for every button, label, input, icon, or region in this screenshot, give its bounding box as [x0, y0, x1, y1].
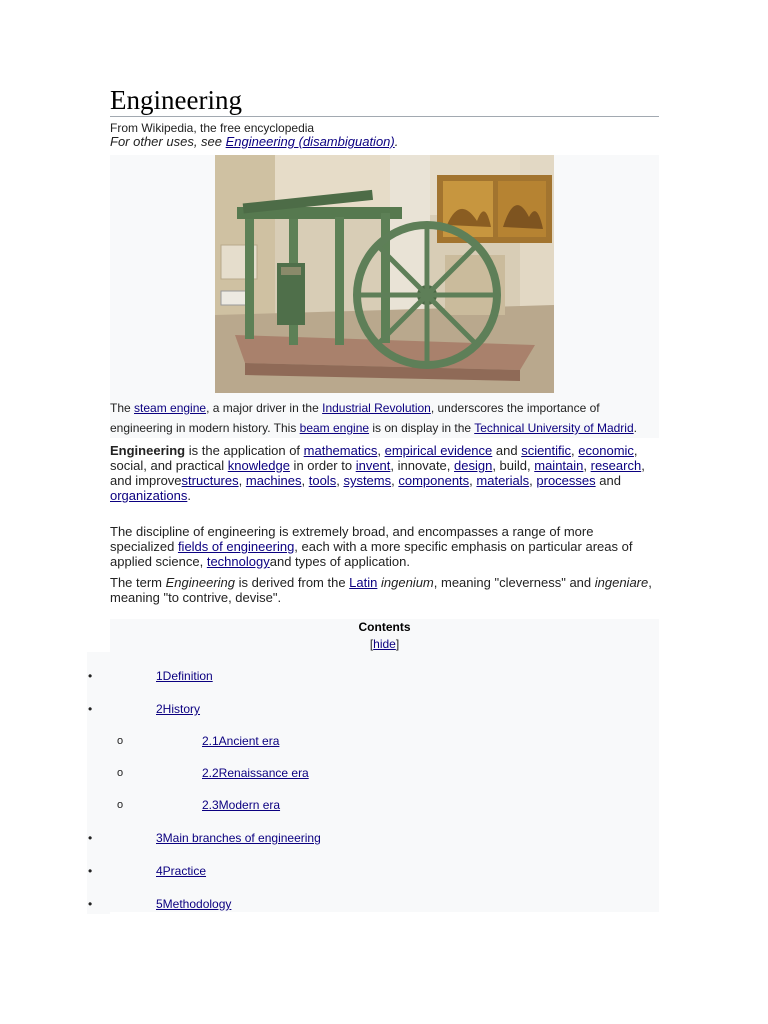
- research-link[interactable]: research: [590, 458, 642, 473]
- toc-title: Contents: [358, 620, 411, 634]
- disambiguation-link[interactable]: Engineering (disambiguation): [225, 134, 395, 149]
- caption-text: is on display in the: [369, 421, 475, 435]
- discipline-paragraph: [110, 524, 659, 569]
- article-figure: [110, 155, 659, 438]
- technical-university-madrid-link[interactable]: Technical University of Madrid: [474, 421, 634, 435]
- fields-of-engineering-link[interactable]: fields of engineering: [177, 539, 295, 554]
- italic-term: ingenium: [381, 575, 434, 590]
- toc-toggle: [110, 637, 659, 651]
- machines-link[interactable]: machines: [245, 473, 302, 488]
- technology-link[interactable]: technology: [206, 554, 270, 569]
- text: ,: [583, 458, 591, 473]
- etymology-paragraph: [110, 575, 659, 605]
- toc-bullet: •: [88, 669, 93, 683]
- toc-item-history[interactable]: 2History: [156, 702, 201, 716]
- site-tagline: From Wikipedia, the free encyclopedia: [110, 121, 315, 135]
- toc-sub-bullet: o: [117, 735, 124, 747]
- text: is the application of: [185, 443, 304, 458]
- steam-engine-image: [215, 155, 554, 393]
- text: .: [187, 488, 191, 503]
- text: , innovate,: [390, 458, 455, 473]
- italic-term: ingeniare: [594, 575, 649, 590]
- hatnote-text: For other uses, see: [110, 134, 226, 149]
- latin-link[interactable]: Latin: [349, 575, 378, 590]
- invent-link[interactable]: invent: [355, 458, 391, 473]
- text: , social, and practical: [110, 443, 638, 473]
- toc-sub-bullet: o: [117, 799, 124, 811]
- text: ,: [377, 443, 385, 458]
- text: and: [595, 473, 621, 488]
- hatnote: [110, 134, 398, 150]
- toc-sub-bullet: o: [117, 767, 124, 779]
- systems-link[interactable]: systems: [343, 473, 392, 488]
- toc-bullet: •: [88, 864, 93, 878]
- empirical-evidence-link[interactable]: empirical evidence: [384, 443, 493, 458]
- processes-link[interactable]: processes: [536, 473, 596, 488]
- caption-text: , a major driver in the: [206, 401, 323, 415]
- knowledge-link[interactable]: knowledge: [227, 458, 290, 473]
- text: ,: [529, 473, 537, 488]
- caption-text: , underscores the importance of engineering in modern history. This: [110, 401, 600, 435]
- maintain-link[interactable]: maintain: [534, 458, 584, 473]
- steam-engine-photo: [215, 155, 554, 393]
- components-link[interactable]: components: [398, 473, 470, 488]
- toc-bracket: ]: [395, 637, 400, 651]
- hatnote-suffix: .: [394, 134, 399, 149]
- organizations-link[interactable]: organizations: [110, 488, 188, 503]
- text: and types of application.: [269, 554, 410, 569]
- text: is derived from the: [235, 575, 350, 590]
- beam-engine-link[interactable]: beam engine: [299, 421, 370, 435]
- intro-paragraph: [110, 443, 659, 503]
- toc-item-definition[interactable]: 1Definition: [156, 669, 213, 683]
- economic-link[interactable]: economic: [578, 443, 634, 458]
- steam-engine-link[interactable]: steam engine: [134, 401, 207, 415]
- text: , meaning "to contrive, devise".: [110, 575, 652, 605]
- text: ,: [238, 473, 246, 488]
- figure-caption: [110, 398, 659, 438]
- toc-item-ancient-era[interactable]: 2.1Ancient era: [202, 734, 280, 748]
- italic-term: Engineering: [165, 575, 236, 590]
- tools-link[interactable]: tools: [308, 473, 337, 488]
- toc-item-main-branches[interactable]: 3Main branches of engineering: [156, 831, 321, 845]
- caption-text: The: [110, 401, 135, 415]
- text: ,: [571, 443, 579, 458]
- materials-link[interactable]: materials: [476, 473, 530, 488]
- structures-link[interactable]: structures: [181, 473, 239, 488]
- text: , each with a more specific emphasis on particular areas of applied science,: [110, 539, 633, 569]
- text: ,: [391, 473, 399, 488]
- page-title: Engineering: [110, 84, 659, 117]
- toc-bullet: •: [88, 702, 93, 716]
- mathematics-link[interactable]: mathematics: [303, 443, 378, 458]
- text: The term: [110, 575, 166, 590]
- toc-item-practice[interactable]: 4Practice: [156, 864, 207, 878]
- text: ,: [336, 473, 344, 488]
- toc-bracket: [: [369, 637, 374, 651]
- toc-item-modern-era[interactable]: 2.3Modern era: [202, 798, 281, 812]
- text: ,: [301, 473, 309, 488]
- scientific-link[interactable]: scientific: [521, 443, 572, 458]
- text: ,: [469, 473, 477, 488]
- toc-hide-link[interactable]: hide: [373, 637, 396, 651]
- text: , build,: [492, 458, 535, 473]
- toc-bullet: •: [88, 831, 93, 845]
- text: in order to: [289, 458, 356, 473]
- toc-bullet: •: [88, 897, 93, 911]
- design-link[interactable]: design: [454, 458, 493, 473]
- toc-item-renaissance-era[interactable]: 2.2Renaissance era: [202, 766, 309, 780]
- text: and: [492, 443, 522, 458]
- industrial-revolution-link[interactable]: Industrial Revolution: [322, 401, 431, 415]
- text: The discipline of engineering is extremely broad, and encompasses a range of more specialized: [110, 524, 594, 554]
- caption-text: .: [633, 421, 637, 435]
- text: , and improve: [110, 458, 645, 488]
- text: , meaning "cleverness" and: [433, 575, 595, 590]
- bold-term: Engineering: [110, 443, 186, 458]
- toc-item-methodology[interactable]: 5Methodology: [156, 897, 232, 911]
